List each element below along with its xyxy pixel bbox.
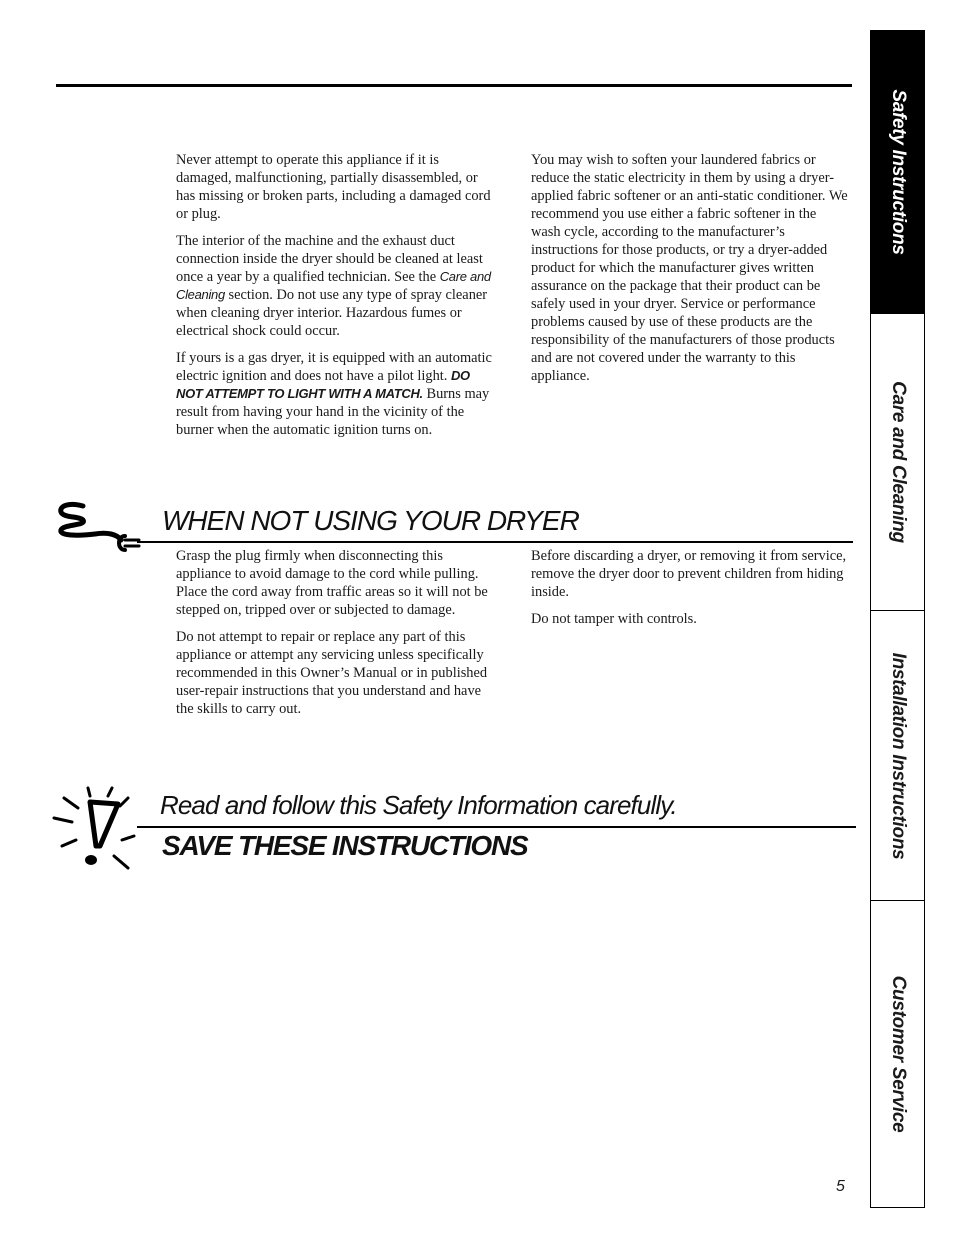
tab-installation-instructions-label: Installation Instructions (887, 652, 909, 859)
unused-column-left (176, 547, 498, 727)
tab-care-and-cleaning[interactable] (871, 314, 924, 611)
save-instructions-heading: SAVE THESE INSTRUCTIONS (162, 830, 528, 861)
paragraph-no-tamper: Do not tamper with controls. (531, 611, 697, 627)
save-instructions-rule (137, 826, 856, 828)
paragraph-cleaning-text-b: section. Do not use any type of spray cleaner when cleaning dryer interior. Hazardous fumes or electrical shock could occur. (176, 287, 488, 339)
tab-safety-instructions-label: Safety Instructions (887, 89, 909, 255)
warning-exclamation-icon (50, 784, 140, 876)
paragraph-gas-text-b: Burns may result from having your hand in the vicinity of the burner when the automatic ignition turns on. (176, 386, 490, 438)
paragraph-fabric-softener: You may wish to soften your laundered fabrics or reduce the static electricity in them by using a dryer-applied fabric softener or an anti-static conditioner. We recommend you use either a fabric softener in the wash cycle, according to the manufacturer’s instructions for those products, or try a dryer-added product for which the manufacturer gives written assurance on the package that their product can be safely used in your dryer. Service or performance problems caused by use of these products are the responsibility of the manufacturers of those products and are not covered under the warranty to this appliance. (531, 152, 848, 384)
plug-cord-icon (55, 500, 147, 554)
paragraph-cleaning-text-a: The interior of the machine and the exhaust duct connection inside the dryer should be cleaned at least once a year by a qualified technician. See the (176, 233, 483, 285)
read-follow-heading: Read and follow this Safety Information carefully. (160, 790, 677, 820)
tab-customer-service[interactable] (871, 901, 924, 1207)
tab-installation-instructions[interactable] (871, 611, 924, 901)
page-number: 5 (836, 1178, 845, 1195)
paragraph-grasp-plug: Grasp the plug firmly when disconnecting this appliance to avoid damage to the cord while pulling. Place the cord away from traffic areas so it will not be stepped on, tripped over or subjected to damage. (176, 548, 488, 618)
match-warning: DO NOT ATTEMPT TO LIGHT WITH A MATCH. (176, 368, 470, 401)
tab-care-and-cleaning-label: Care and Cleaning (887, 381, 909, 543)
tab-customer-service-label: Customer Service (887, 975, 909, 1133)
tab-safety-instructions[interactable] (871, 31, 924, 314)
paragraph-gas-text-a: If yours is a gas dryer, it is equipped with an automatic electric ignition and does not have a pilot light. (176, 350, 492, 384)
paragraph-gas-dryer (176, 349, 498, 439)
paragraph-cleaning (176, 232, 498, 340)
paragraph-damaged-appliance: Never attempt to operate this appliance if it is damaged, malfunctioning, partially disassembled, or has missing or broken parts, including a damaged cord or plug. (176, 152, 491, 222)
safety-column-left (176, 151, 498, 448)
unused-column-right (531, 547, 849, 637)
top-rule (56, 84, 852, 87)
care-and-cleaning-reference: Care and Cleaning (176, 269, 491, 302)
paragraph-remove-door: Before discarding a dryer, or removing it from service, remove the dryer door to prevent children from hiding inside. (531, 548, 847, 600)
section-heading: WHEN NOT USING YOUR DRYER (162, 505, 579, 536)
paragraph-no-repair: Do not attempt to repair or replace any part of this appliance or attempt any servicing unless specifically recommended in this Owner’s Manual or in published user-repair instructions that you understand and have the skills to carry out. (176, 629, 488, 717)
section-heading-rule (137, 541, 853, 543)
safety-column-right (531, 151, 849, 394)
section-sidebar (870, 30, 925, 1208)
